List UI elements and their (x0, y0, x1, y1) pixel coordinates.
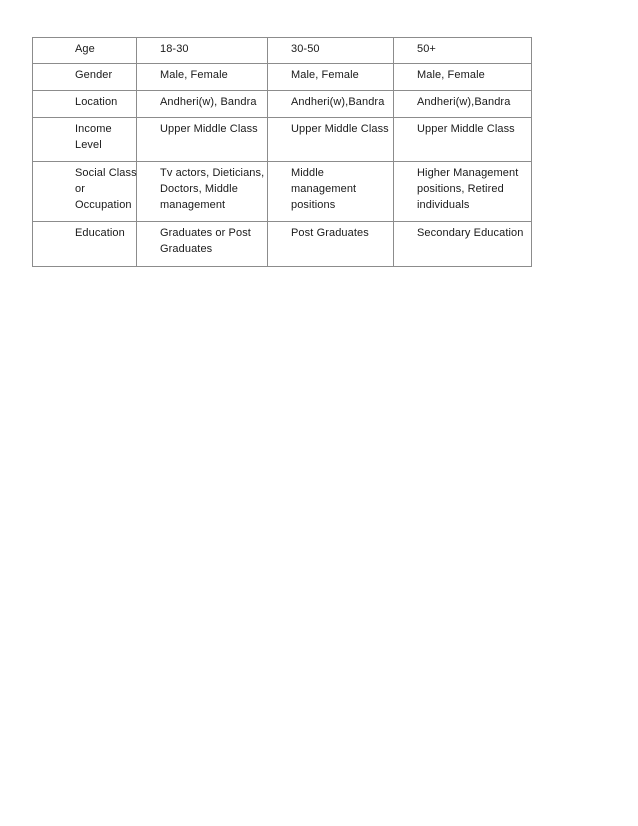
table-cell (268, 222, 394, 267)
cell-text: Tv actors, Dieticians, (160, 167, 265, 179)
cell-text: Graduates or Post (160, 227, 251, 239)
table-cell (394, 38, 532, 64)
table-row-gender (33, 64, 532, 91)
cell-text: Andheri(w),Bandra (291, 96, 385, 108)
cell-text: Upper Middle Class (291, 123, 389, 135)
row-label: Gender (75, 69, 113, 81)
cell-text: individuals (417, 199, 470, 211)
table-row-income-level (33, 118, 532, 162)
table-cell (268, 118, 394, 162)
row-label-cell (33, 222, 137, 267)
row-label: or (75, 183, 85, 195)
row-label-cell (33, 91, 137, 118)
row-label-cell (33, 64, 137, 91)
cell-text: positions (291, 199, 336, 211)
table-row-social-class (33, 162, 532, 222)
cell-text: Male, Female (160, 69, 228, 81)
cell-text: Andheri(w),Bandra (417, 96, 511, 108)
row-label: Income (75, 123, 112, 135)
row-label-cell (33, 38, 137, 64)
row-label: Social Class (75, 167, 137, 179)
table-cell (394, 64, 532, 91)
table-cell (137, 118, 268, 162)
cell-text: 50+ (417, 43, 436, 55)
cell-text: Post Graduates (291, 227, 369, 239)
row-label-cell (33, 162, 137, 222)
table-row-location (33, 91, 532, 118)
cell-text: Graduates (160, 243, 213, 255)
table-cell (137, 38, 268, 64)
table-row-age (33, 38, 532, 64)
table-cell (394, 222, 532, 267)
table-cell (137, 64, 268, 91)
cell-text: positions, Retired (417, 183, 504, 195)
cell-text: Higher Management (417, 167, 519, 179)
target-audience-table (32, 37, 532, 267)
row-label-cell (33, 118, 137, 162)
cell-text: Upper Middle Class (160, 123, 258, 135)
row-label: Age (75, 43, 95, 55)
table-cell (394, 118, 532, 162)
cell-text: Upper Middle Class (417, 123, 515, 135)
cell-text: Andheri(w), Bandra (160, 96, 257, 108)
cell-text: Male, Female (417, 69, 485, 81)
cell-text: Secondary Education (417, 227, 524, 239)
cell-text: 18-30 (160, 43, 189, 55)
row-label: Location (75, 96, 118, 108)
table-cell (268, 91, 394, 118)
cell-text: Middle (291, 167, 325, 179)
row-label: Occupation (75, 199, 132, 211)
row-label: Level (75, 139, 102, 151)
cell-text: management (291, 183, 357, 195)
table-cell (137, 222, 268, 267)
cell-text: Doctors, Middle (160, 183, 238, 195)
table-body (33, 38, 532, 267)
table-cell (268, 38, 394, 64)
table-cell (268, 162, 394, 222)
table-cell (268, 64, 394, 91)
table-cell (394, 91, 532, 118)
table-cell (137, 91, 268, 118)
table-cell (394, 162, 532, 222)
row-label: Education (75, 227, 125, 239)
cell-text: 30-50 (291, 43, 320, 55)
cell-text: Male, Female (291, 69, 359, 81)
table-row-education (33, 222, 532, 267)
table-cell (137, 162, 268, 222)
cell-text: management (160, 199, 226, 211)
